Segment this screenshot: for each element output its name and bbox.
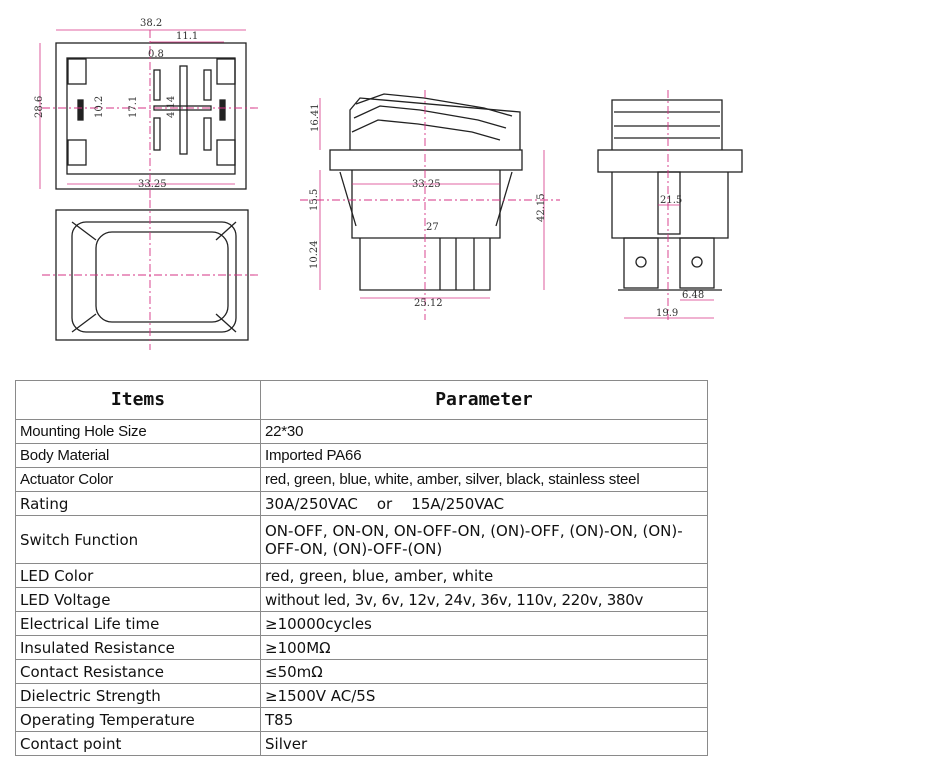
dim-top-width: 38.2	[140, 18, 163, 29]
dim-cap-height: 16.41	[310, 103, 321, 132]
dim-body-width: 33.25	[412, 179, 441, 190]
dim-pin-height: 10.24	[309, 240, 320, 269]
value-cell: T85	[261, 708, 708, 732]
value-cell: red, green, blue, white, amber, silver, black, stainless steel	[261, 468, 708, 492]
value-cell: ≥1500V AC/5S	[261, 684, 708, 708]
table-row	[16, 420, 708, 444]
value-cell: without led, 3v, 6v, 12v, 24v, 36v, 110v, 220v, 380v	[261, 588, 708, 612]
value-cell: red, green, blue, amber, white	[261, 564, 708, 588]
spec-table	[15, 380, 708, 756]
item-cell: Dielectric Strength	[16, 684, 261, 708]
table-row	[16, 708, 708, 732]
item-cell: Operating Temperature	[16, 708, 261, 732]
item-cell: LED Voltage	[16, 588, 261, 612]
dim-body-height: 15.5	[309, 188, 320, 211]
table-row	[16, 636, 708, 660]
dim-end-a: 21.5	[660, 195, 683, 206]
item-cell: LED Color	[16, 564, 261, 588]
dim-base-width: 25.12	[414, 298, 443, 309]
dim-top-offset: 11.1	[176, 31, 199, 42]
value-cell: ≥100MΩ	[261, 636, 708, 660]
dim-top-height: 28.6	[34, 95, 45, 118]
item-cell: Contact Resistance	[16, 660, 261, 684]
value-cell: ≥10000cycles	[261, 612, 708, 636]
table-row	[16, 588, 708, 612]
table-row	[16, 732, 708, 756]
value-cell: Imported PA66	[261, 444, 708, 468]
value-cell: 22*30	[261, 420, 708, 444]
side-view	[330, 94, 522, 290]
value-cell: Silver	[261, 732, 708, 756]
table-row	[16, 492, 708, 516]
item-cell: Insulated Resistance	[16, 636, 261, 660]
dim-top-bottom-width: 33.25	[138, 179, 167, 190]
item-cell: Rating	[16, 492, 261, 516]
header-parameter: Parameter	[261, 381, 708, 420]
item-cell: Mounting Hole Size	[16, 420, 261, 444]
table-row	[16, 444, 708, 468]
dim-end-base-width: 19.9	[656, 308, 679, 319]
item-cell: Actuator Color	[16, 468, 261, 492]
dim-end-pin-width: 6.48	[682, 290, 705, 301]
item-cell: Switch Function	[16, 516, 261, 564]
item-cell: Contact point	[16, 732, 261, 756]
top-view	[56, 43, 246, 189]
table-row	[16, 612, 708, 636]
table-row	[16, 684, 708, 708]
table-row	[16, 516, 708, 564]
value-cell: ≤50mΩ	[261, 660, 708, 684]
technical-drawing	[0, 0, 948, 360]
value-cell: ON-OFF, ON-ON, ON-OFF-ON, (ON)-OFF, (ON)-ON, (ON)-OFF-ON, (ON)-OFF-(ON)	[261, 516, 708, 564]
dim-top-b: 17.1	[128, 95, 139, 118]
table-row	[16, 468, 708, 492]
dim-total-height: 42.15	[536, 193, 547, 222]
table-row	[16, 660, 708, 684]
dim-inner-width: 27	[426, 222, 439, 233]
item-cell: Electrical Life time	[16, 612, 261, 636]
dim-top-c: 4.14	[166, 95, 177, 118]
item-cell: Body Material	[16, 444, 261, 468]
table-row	[16, 564, 708, 588]
dim-pin-gap: 0.8	[148, 49, 164, 60]
dim-top-a: 10.2	[94, 95, 105, 118]
header-items: Items	[16, 381, 261, 420]
value-cell: 30A/250VAC or 15A/250VAC	[261, 492, 708, 516]
